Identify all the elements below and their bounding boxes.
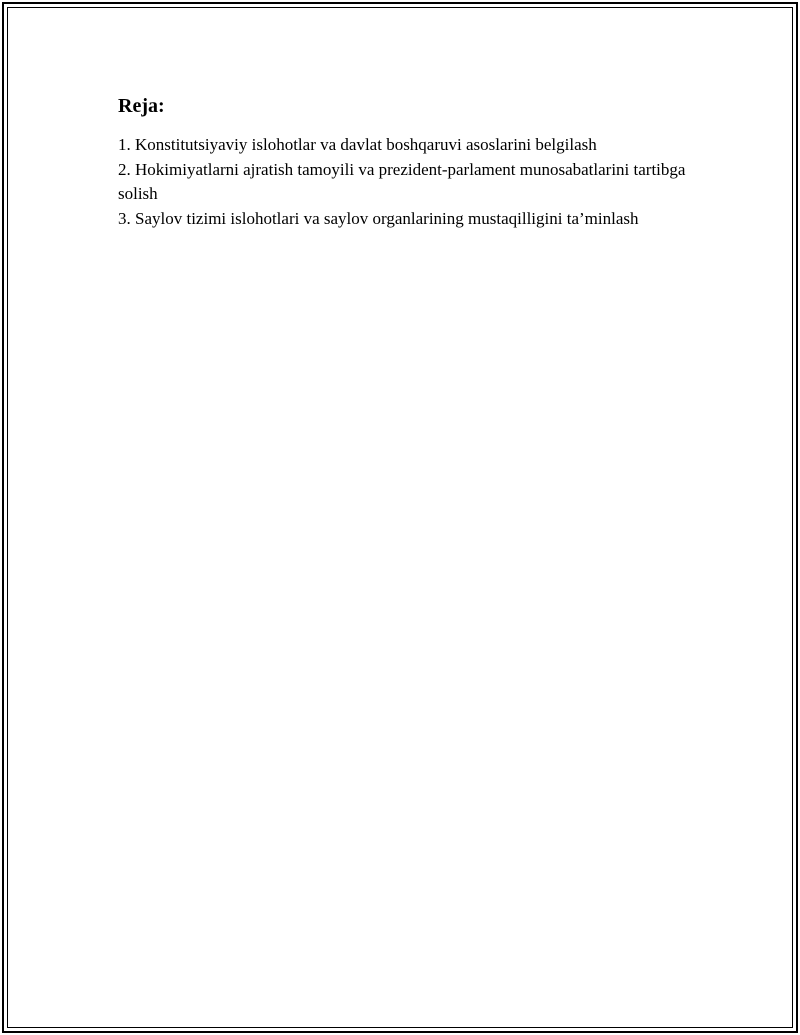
plan-list — [118, 133, 688, 231]
plan-item-1: 1. Konstitutsiyaviy islohotlar va davlat boshqaruvi asoslarini belgilash — [118, 135, 597, 154]
plan-item-3: 3. Saylov tizimi islohotlari va saylov organlarining mustaqilligini ta’minlash — [118, 208, 639, 228]
plan-heading: Reja: — [118, 95, 165, 117]
plan-item-2: 2. Hokimiyatlarni ajratish tamoyili va prezident-parlament munosabatlarini tartibga solish — [118, 159, 686, 203]
document-content — [118, 93, 688, 231]
